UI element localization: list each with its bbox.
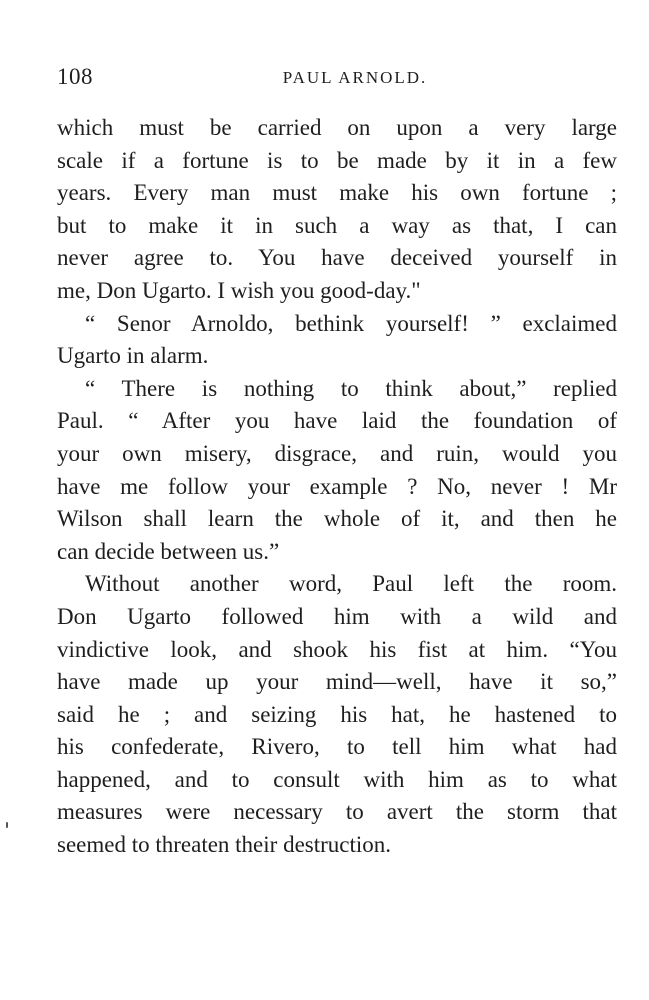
text-line: measures were necessary to avert the storm that <box>57 799 617 825</box>
paragraph <box>57 568 617 861</box>
paragraph <box>57 373 617 569</box>
text-line: your own misery, disgrace, and ruin, would you <box>57 440 617 466</box>
text-line: years. Every man must make his own fortune ; <box>57 180 617 206</box>
body-text <box>57 112 617 862</box>
text-line: Paul. “ After you have laid the foundation of <box>57 408 617 434</box>
text-line: happened, and to consult with him as to what <box>57 766 617 792</box>
text-line: never agree to. You have deceived yourself in <box>57 245 617 271</box>
paragraph <box>57 112 617 308</box>
text-line: which must be carried on upon a very large <box>57 115 617 140</box>
page-number: 108 <box>57 64 93 89</box>
text-line: Without another word, Paul left the room. <box>85 571 617 597</box>
running-title: PAUL ARNOLD. <box>282 68 428 87</box>
text-line: Wilson shall learn the whole of it, and then he <box>57 506 617 532</box>
text-line: but to make it in such a way as that, I can <box>57 212 617 238</box>
text-line: “ Senor Arnoldo, bethink yourself! ” exclaimed <box>85 310 617 336</box>
text-line: said he ; and seizing his hat, he hastened to <box>57 701 617 727</box>
text-line: have made up your mind—well, have it so,” <box>57 669 617 695</box>
running-head <box>57 64 617 94</box>
text-line: Don Ugarto followed him with a wild and <box>57 603 617 629</box>
text-line: have me follow your example ? No, never ! Mr <box>57 473 617 499</box>
text-line: his confederate, Rivero, to tell him what had <box>57 734 617 760</box>
text-line: seemed to threaten their destruction. <box>57 832 392 858</box>
text-line: can decide between us.” <box>57 538 280 564</box>
text-line: scale if a fortune is to be made by it in a few <box>57 147 617 173</box>
text-line: Ugarto in alarm. <box>57 343 209 369</box>
text-line: vindictive look, and shook his fist at him. “You <box>57 636 617 662</box>
text-line: “ There is nothing to think about,” replied <box>85 375 617 401</box>
text-line: me, Don Ugarto. I wish you good-day." <box>57 277 421 303</box>
margin-speck <box>6 822 8 828</box>
paragraph <box>57 308 617 373</box>
